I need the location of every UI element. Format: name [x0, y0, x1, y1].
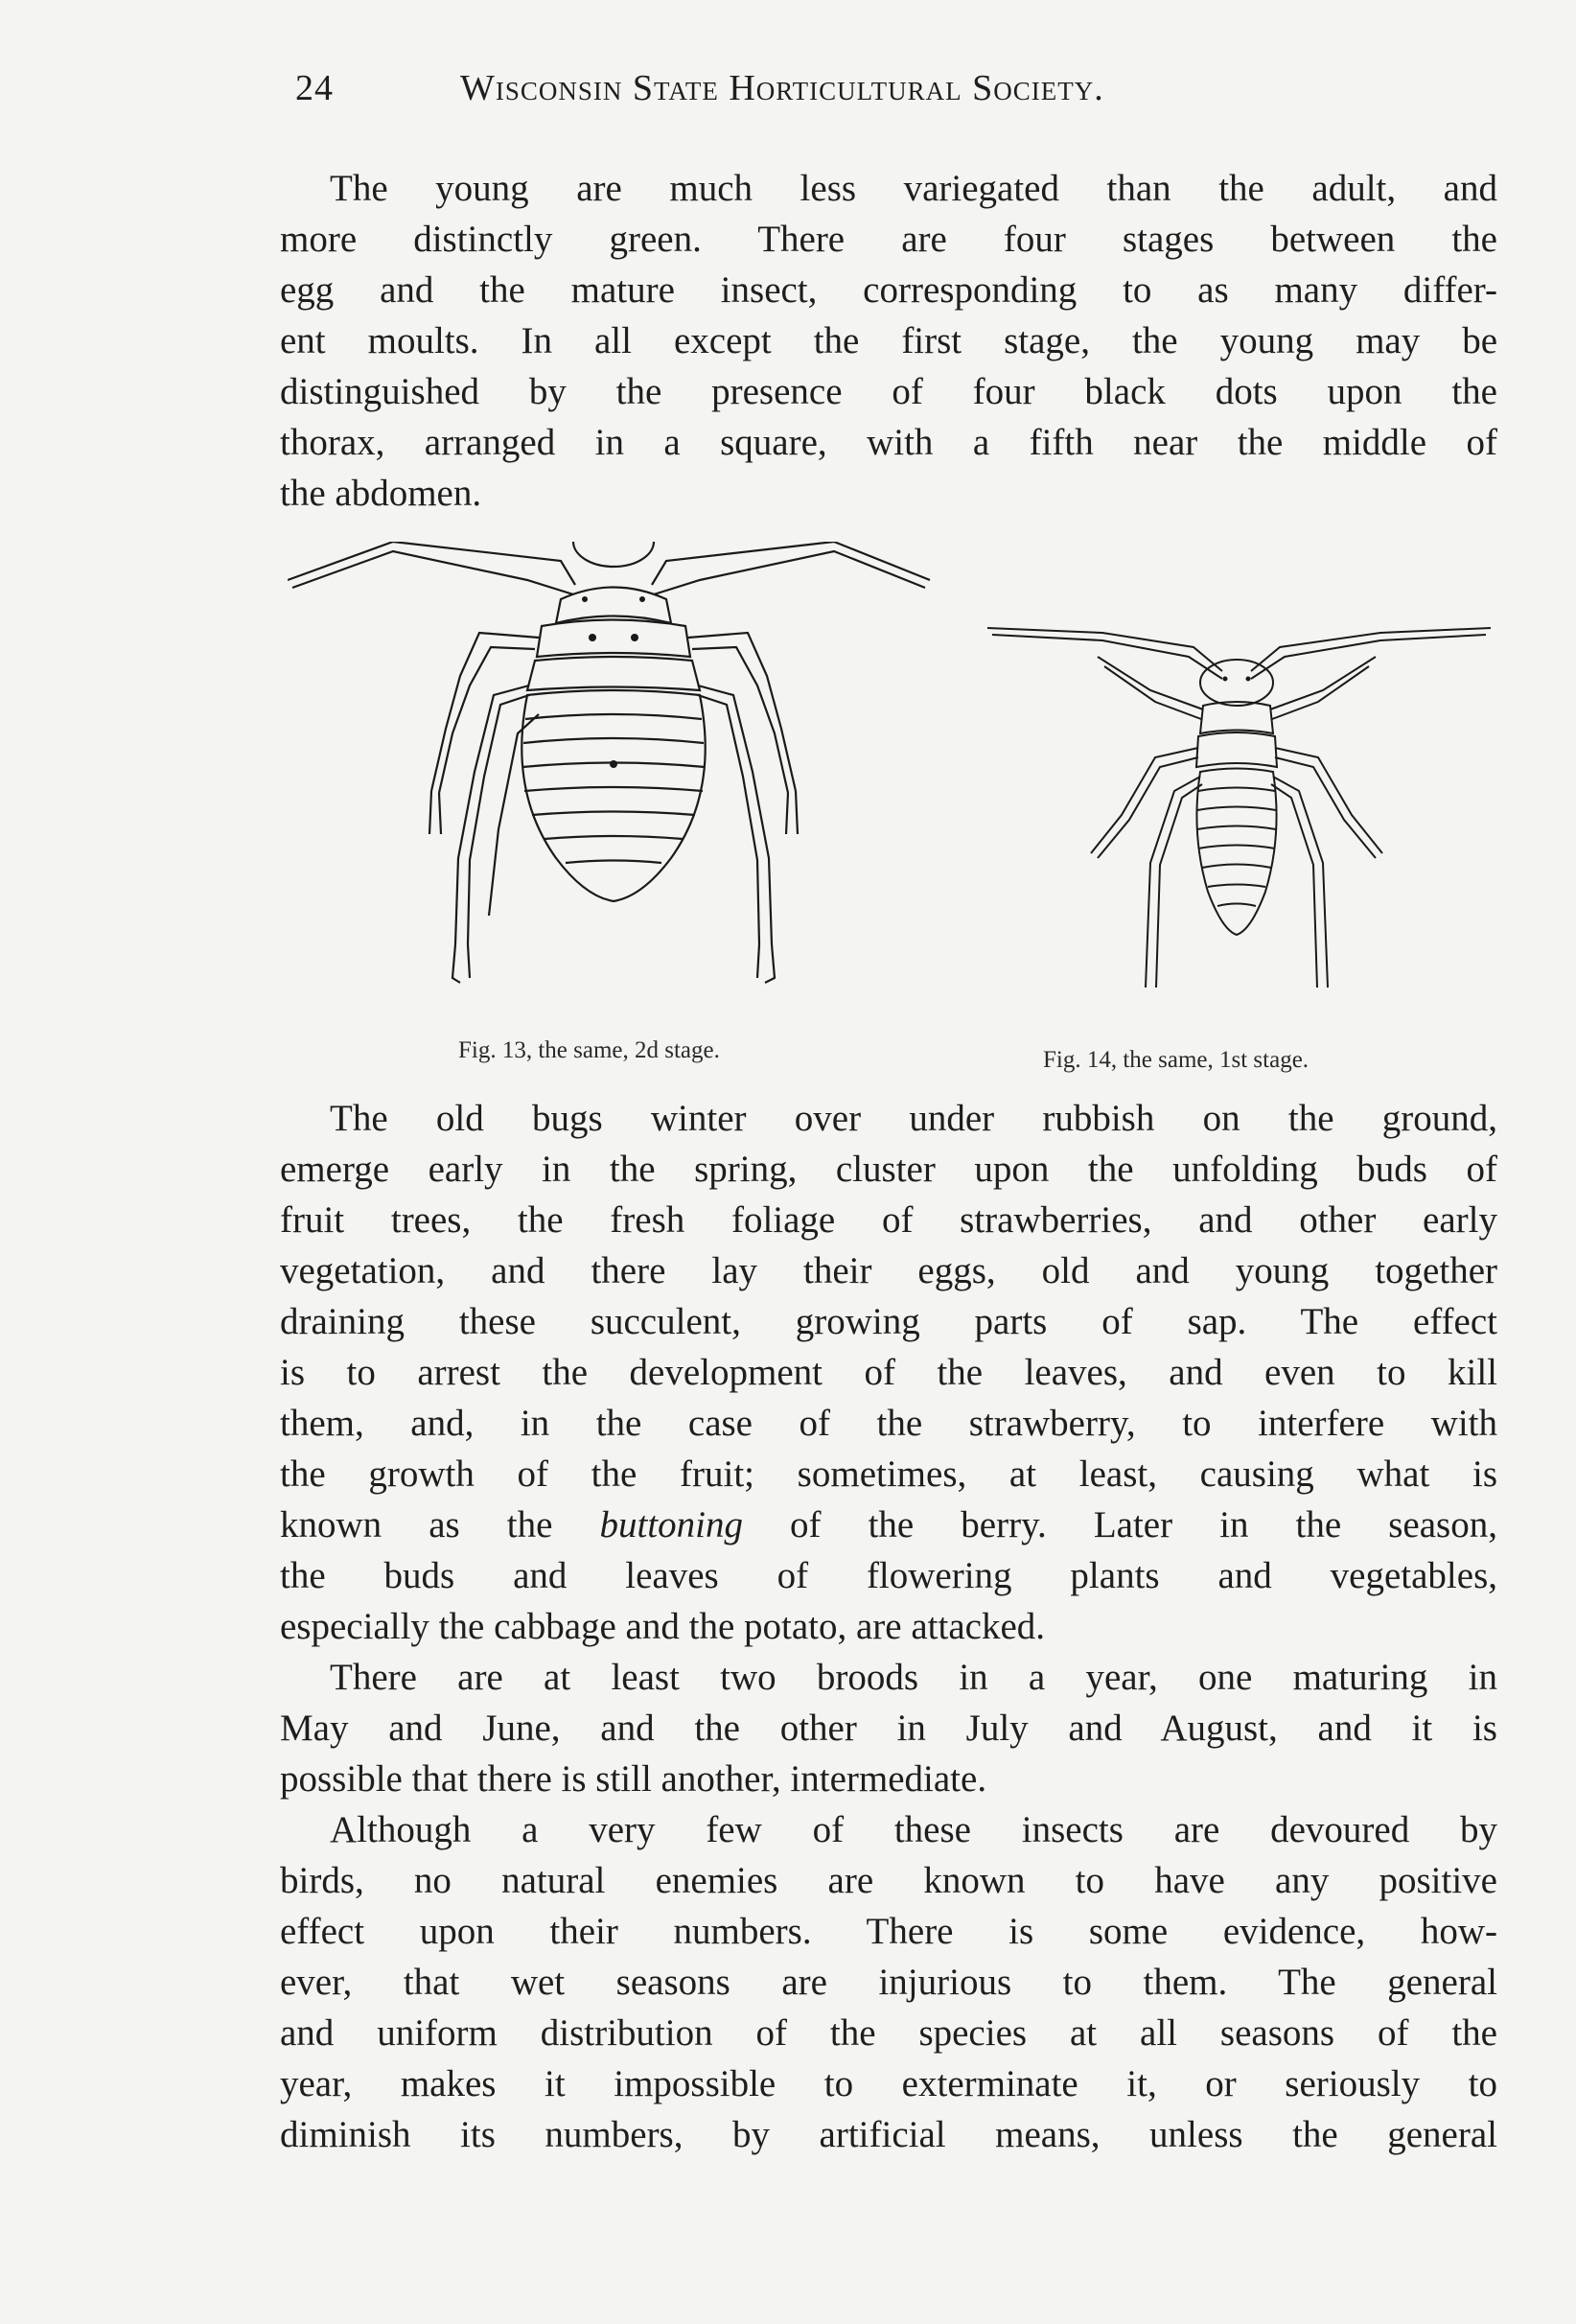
text-line: possible that there is still another, intermediate. — [280, 1758, 987, 1800]
text-line: ent moults. In all except the first stage, the young may be — [280, 320, 1497, 361]
text-line: birds, no natural enemies are known to have any positive — [280, 1860, 1497, 1901]
text-line: The young are much less variegated than the adult, and — [330, 168, 1497, 209]
text-line: the growth of the fruit; sometimes, at least, causing what is — [280, 1453, 1497, 1495]
text-line: known as the buttoning of the berry. Later in the season, — [280, 1504, 1497, 1545]
text-line: the buds and leaves of flowering plants and vegetables, — [280, 1555, 1497, 1596]
text-line: distinguished by the presence of four black dots upon the — [280, 371, 1497, 412]
insect-second-stage-illustration — [288, 542, 939, 1002]
paragraph-broods — [280, 1652, 1497, 1804]
text-line: draining these succulent, growing parts of sap. The effect — [280, 1301, 1497, 1342]
paragraph-old-bugs — [280, 1093, 1497, 1652]
text-line: more distinctly green. There are four stages between the — [280, 219, 1497, 260]
text-line: egg and the mature insect, corresponding to as many differ- — [280, 269, 1497, 311]
text-line: especially the cabbage and the potato, are attacked. — [280, 1606, 1046, 1647]
italic-term: buttoning — [599, 1504, 743, 1545]
text-line: effect upon their numbers. There is some evidence, how- — [280, 1911, 1497, 1952]
text-line: May and June, and the other in July and August, and it is — [280, 1708, 1497, 1749]
paragraph-young-stages — [280, 163, 1497, 519]
text-line: year, makes it impossible to exterminate it, or seriously to — [280, 2063, 1497, 2104]
text-line: vegetation, and there lay their eggs, old and young together — [280, 1250, 1497, 1291]
running-title: Wisconsin State Horticultural Society. — [460, 68, 1104, 108]
text-line: fruit trees, the fresh foliage of strawberries, and other early — [280, 1199, 1497, 1241]
text-line: emerge early in the spring, cluster upon the unfolding buds of — [280, 1149, 1497, 1190]
text-line: thorax, arranged in a square, with a fifth near the middle of — [280, 422, 1497, 463]
text-line: is to arrest the development of the leaves, and even to kill — [280, 1352, 1497, 1393]
text-line: ever, that wet seasons are injurious to them. The general — [280, 1962, 1497, 2003]
text-line: There are at least two broods in a year, one maturing in — [330, 1657, 1497, 1698]
paragraph-natural-enemies — [280, 1804, 1497, 2160]
insect-first-stage-illustration — [987, 614, 1495, 997]
figure-13-caption: Fig. 13, the same, 2d stage. — [458, 1037, 720, 1063]
text-line: The old bugs winter over under rubbish on the ground, — [330, 1098, 1497, 1139]
page-number: 24 — [295, 68, 334, 108]
running-header — [288, 67, 1361, 125]
text-line: the abdomen. — [280, 473, 482, 514]
text-line: Although a very few of these insects are devoured by — [330, 1809, 1497, 1850]
text-line: and uniform distribution of the species at all seasons of the — [280, 2012, 1497, 2054]
text-line: diminish its numbers, by artificial means, unless the general — [280, 2114, 1497, 2155]
text-line: them, and, in the case of the strawberry, to interfere with — [280, 1403, 1497, 1444]
figure-14-caption: Fig. 14, the same, 1st stage. — [1043, 1047, 1309, 1073]
